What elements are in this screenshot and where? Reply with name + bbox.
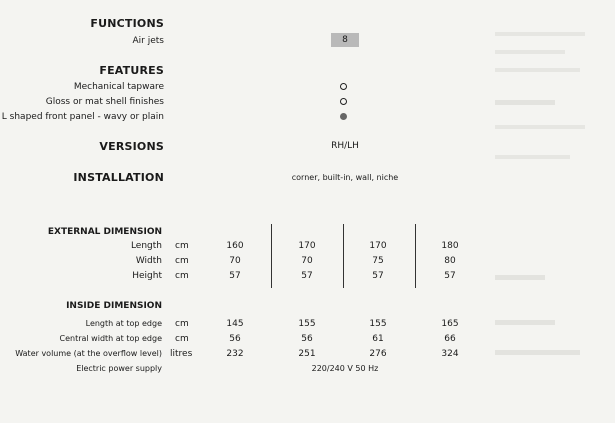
- functions-heading: FUNCTIONS: [90, 17, 164, 30]
- feature-label-tapware: Mechanical tapware: [73, 82, 164, 92]
- table-cell: 70: [229, 256, 241, 266]
- table-cell: 80: [444, 256, 456, 266]
- int-row-unit: cm: [175, 319, 189, 329]
- ext-row-unit: cm: [175, 271, 189, 281]
- features-heading: FEATURES: [99, 64, 164, 77]
- inside-dimension-heading: INSIDE DIMENSION: [66, 301, 162, 311]
- table-cell: 155: [369, 319, 387, 329]
- ext-row-unit: cm: [175, 241, 189, 251]
- table-cell: 170: [298, 241, 316, 251]
- int-row-label: Length at top edge: [85, 319, 162, 328]
- table-cell: 61: [372, 334, 384, 344]
- bleed-through-mark: [495, 32, 585, 36]
- column-divider: [271, 224, 272, 288]
- table-cell: 57: [229, 271, 241, 281]
- table-cell: 324: [441, 349, 459, 359]
- bleed-through-mark: [495, 68, 580, 72]
- table-cell: 57: [301, 271, 313, 281]
- column-divider: [343, 224, 344, 288]
- table-cell: 155: [298, 319, 316, 329]
- table-cell: 75: [372, 256, 384, 266]
- bleed-through-mark: [495, 100, 555, 105]
- open-circle-icon: [340, 98, 347, 105]
- table-cell: 145: [226, 319, 244, 329]
- table-cell: 160: [226, 241, 244, 251]
- filled-circle-icon: [340, 113, 347, 120]
- table-cell: 57: [444, 271, 456, 281]
- int-row-unit: cm: [175, 334, 189, 344]
- electric-value: 220/240 V 50 Hz: [311, 364, 379, 373]
- table-cell: 57: [372, 271, 384, 281]
- table-cell: 232: [226, 349, 244, 359]
- feature-label-front-panel: L shaped front panel - wavy or plain: [1, 112, 164, 122]
- table-cell: 276: [369, 349, 387, 359]
- table-cell: 56: [229, 334, 241, 344]
- int-row-label: Central width at top edge: [59, 334, 162, 343]
- bleed-through-mark: [495, 320, 555, 325]
- table-cell: 180: [441, 241, 459, 251]
- installation-heading: INSTALLATION: [73, 171, 164, 184]
- column-divider: [415, 224, 416, 288]
- table-cell: 56: [301, 334, 313, 344]
- ext-row-label: Width: [135, 256, 162, 266]
- versions-heading: VERSIONS: [99, 140, 164, 153]
- air-jets-value-badge: 8: [331, 33, 359, 47]
- ext-row-label: Height: [132, 271, 162, 281]
- external-dimension-heading: EXTERNAL DIMENSION: [47, 227, 162, 237]
- bleed-through-mark: [495, 350, 580, 355]
- table-cell: 70: [301, 256, 313, 266]
- table-cell: 165: [441, 319, 459, 329]
- table-cell: 170: [369, 241, 387, 251]
- bleed-through-mark: [495, 275, 545, 280]
- table-cell: 66: [444, 334, 456, 344]
- int-row-label: Water volume (at the overflow level): [15, 349, 162, 358]
- installation-value: corner, built-in, wall, niche: [291, 173, 399, 182]
- int-row-unit: litres: [170, 349, 193, 359]
- ext-row-label: Length: [130, 241, 162, 251]
- ext-row-unit: cm: [175, 256, 189, 266]
- feature-label-finishes: Gloss or mat shell finishes: [45, 97, 164, 107]
- versions-value: RH/LH: [331, 141, 359, 151]
- table-cell: 251: [298, 349, 316, 359]
- open-circle-icon: [340, 83, 347, 90]
- electric-label: Electric power supply: [76, 364, 162, 373]
- bleed-through-mark: [495, 155, 570, 159]
- bleed-through-mark: [495, 50, 565, 54]
- bleed-through-mark: [495, 125, 585, 129]
- air-jets-label: Air jets: [132, 36, 164, 46]
